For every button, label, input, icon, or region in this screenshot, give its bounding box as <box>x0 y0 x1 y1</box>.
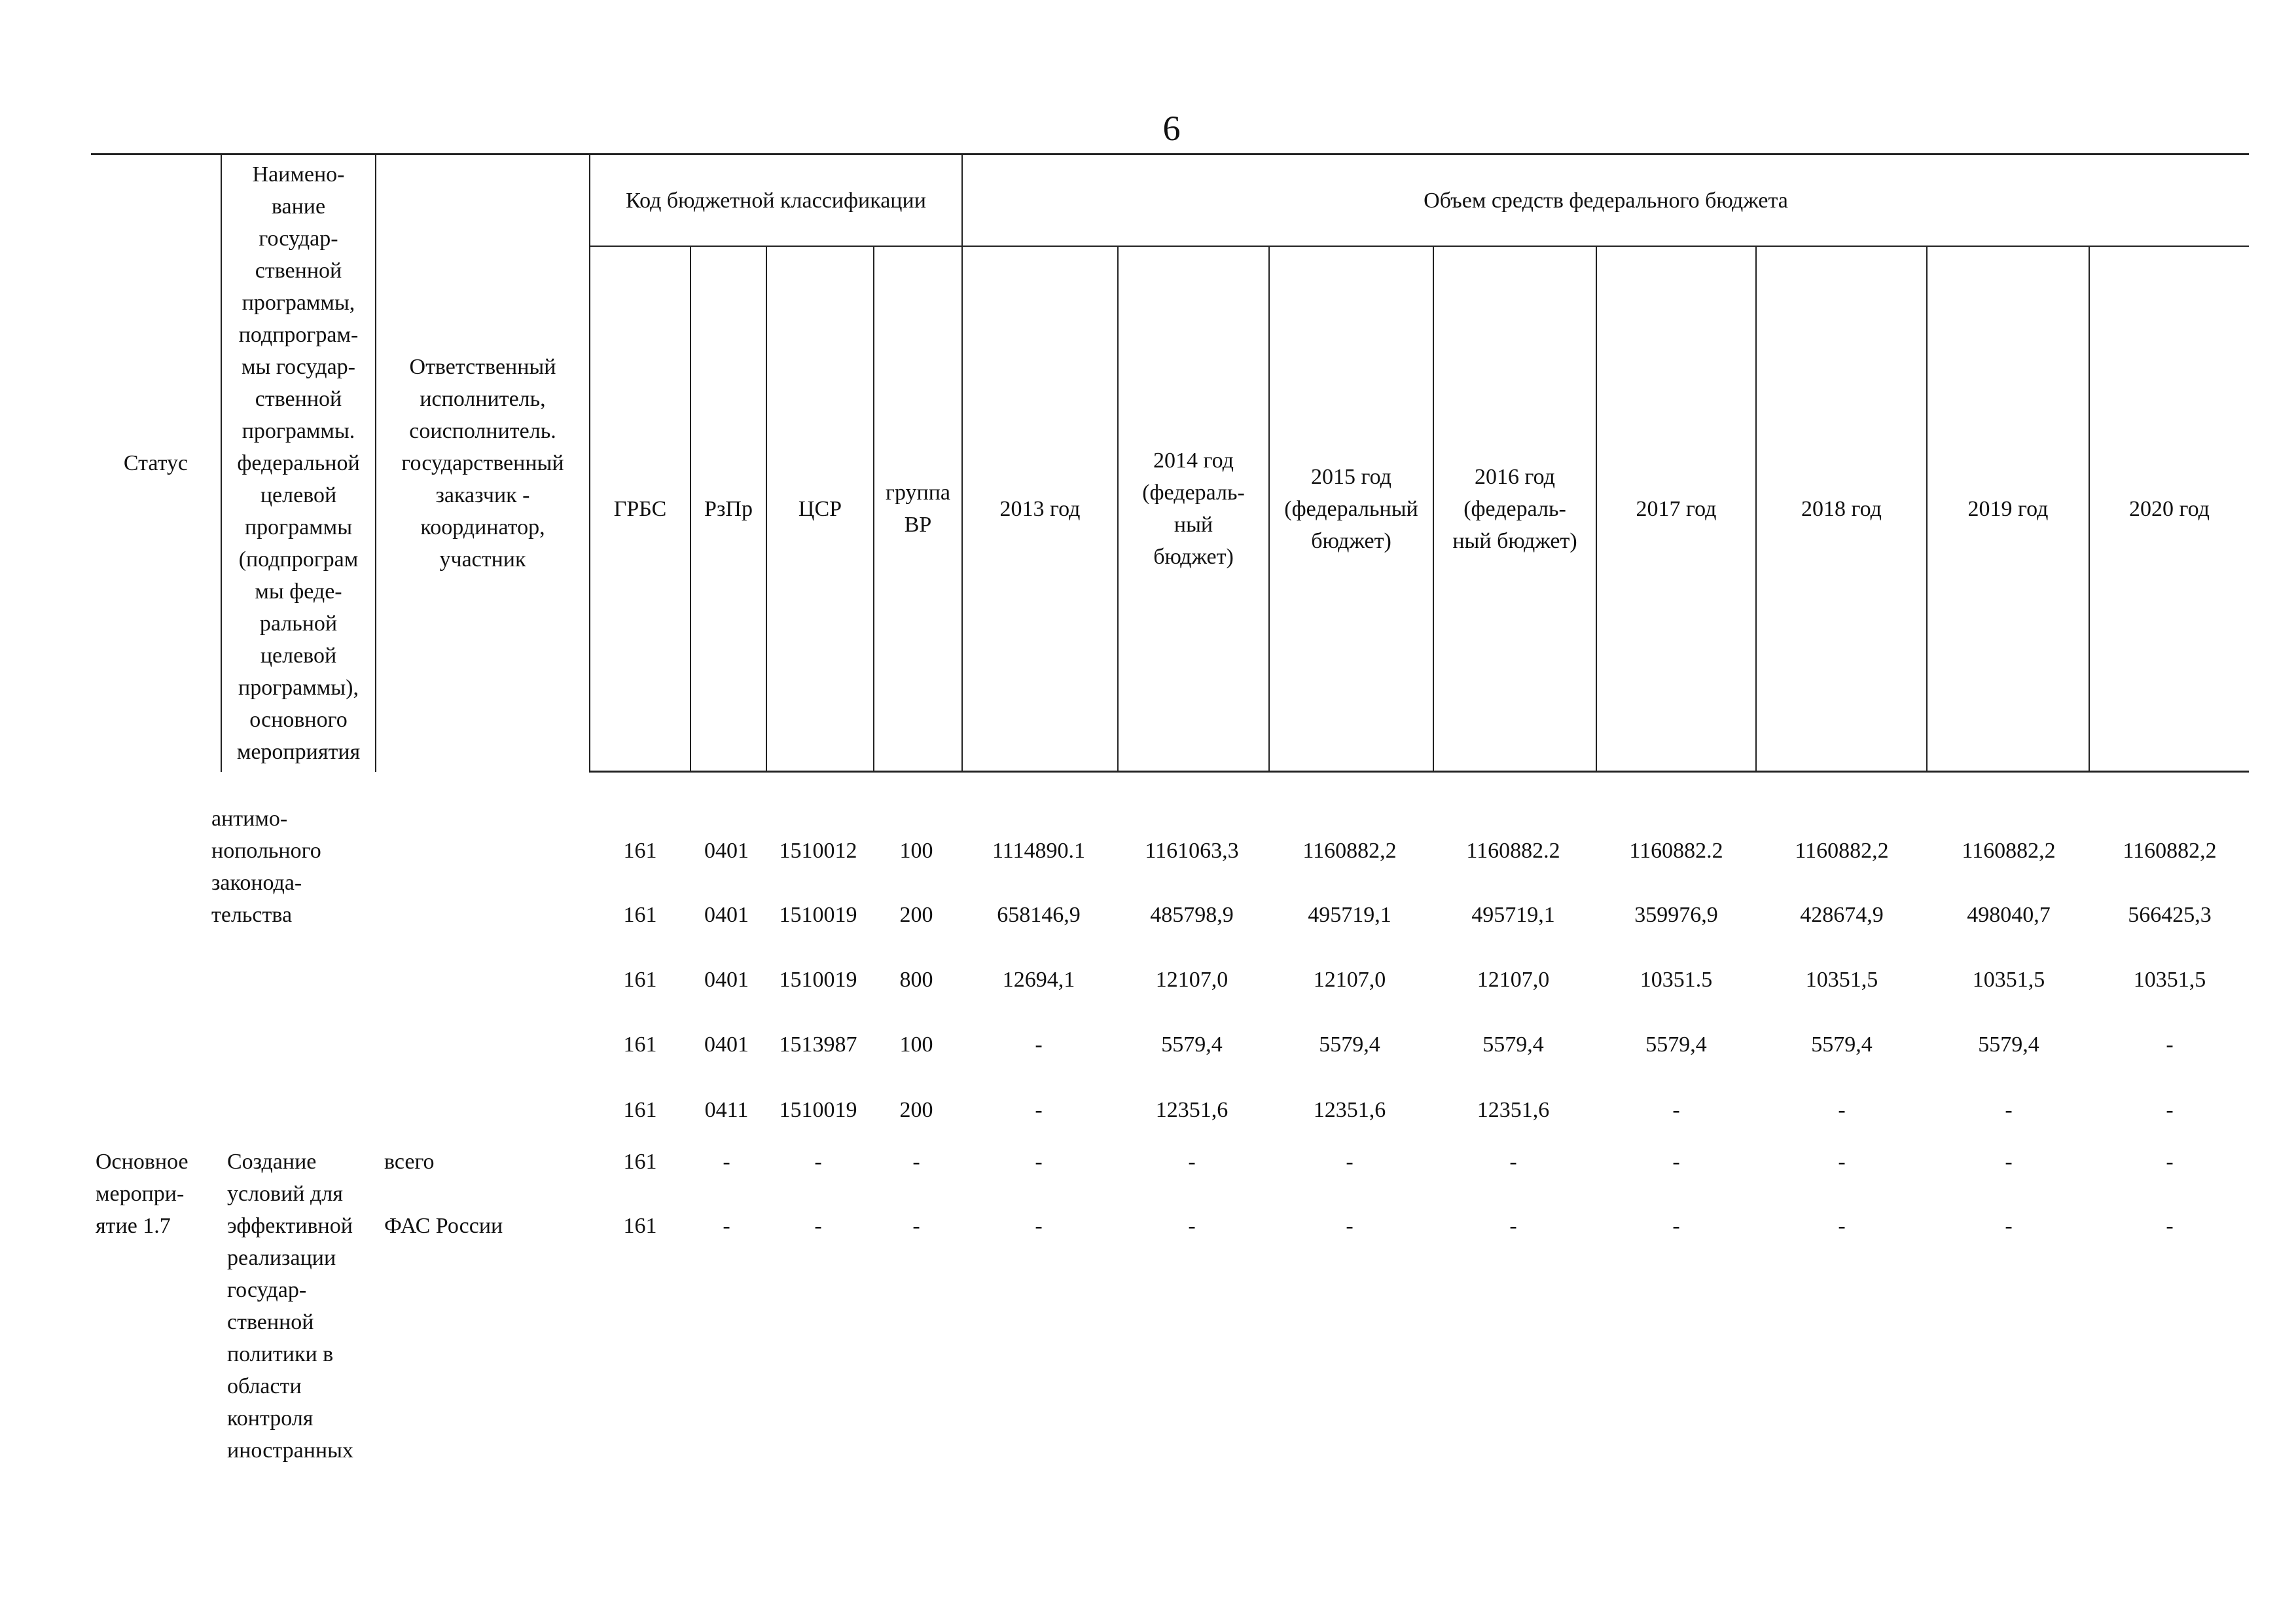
amount-cell-2019: 1160882,2 <box>1962 839 2056 863</box>
rzpr-cell: 0411 <box>704 1098 749 1122</box>
block2-status: Основное меропри- ятие 1.7 <box>96 1150 188 1238</box>
grbs-cell: 161 <box>623 968 657 992</box>
grbs-cell: 161 <box>623 1032 657 1057</box>
grbs-cell: 161 <box>623 1214 657 1238</box>
header-budget-code-group: Код бюджетной классификации <box>590 155 962 247</box>
amount-cell-2020: 10351,5 <box>2133 968 2206 992</box>
amount-cell-2015: 495719,1 <box>1308 903 1391 927</box>
header-grbs: ГРБС <box>590 246 691 772</box>
amount-cell-2013: 658146,9 <box>997 903 1081 927</box>
amount-cell-2019: - <box>2005 1150 2013 1174</box>
header-year-2020: 2020 год <box>2089 246 2249 772</box>
amount-cell-2018: - <box>1838 1098 1846 1122</box>
amount-cell-2020: - <box>2166 1098 2174 1122</box>
header-csr: ЦСР <box>766 246 874 772</box>
header-year-2016: 2016 год (федераль- ный бюджет) <box>1433 246 1596 772</box>
amount-cell-2020: - <box>2166 1214 2174 1238</box>
amount-cell-2020: 566425,3 <box>2128 903 2212 927</box>
responsible-cell: всего <box>384 1150 435 1174</box>
amount-cell-2017: 10351.5 <box>1640 968 1713 992</box>
amount-cell-2013: 12694,1 <box>1002 968 1075 992</box>
amount-cell-2014: 5579,4 <box>1161 1032 1223 1057</box>
amount-cell-2015: 12107,0 <box>1313 968 1386 992</box>
amount-cell-2015: - <box>1346 1214 1354 1238</box>
header-federal-volume-group: Объем средств федерального бюджета <box>962 155 2249 247</box>
header-rzpr: РзПр <box>691 246 766 772</box>
header-year-2017: 2017 год <box>1596 246 1756 772</box>
amount-cell-2017: 359976,9 <box>1634 903 1718 927</box>
header-year-2015: 2015 год (федеральный бюджет) <box>1269 246 1433 772</box>
amount-cell-2014: 12351,6 <box>1155 1098 1229 1122</box>
amount-cell-2013: - <box>1035 1150 1043 1174</box>
amount-cell-2017: - <box>1672 1214 1680 1238</box>
amount-cell-2016: 5579,4 <box>1482 1032 1544 1057</box>
grbs-cell: 161 <box>623 839 657 863</box>
amount-cell-2014: 12107,0 <box>1155 968 1229 992</box>
page-number: 6 <box>1162 109 1181 148</box>
table-header <box>91 153 2249 773</box>
rzpr-cell: - <box>723 1150 730 1174</box>
rzpr-cell: 0401 <box>704 968 749 992</box>
amount-cell-2017: 5579,4 <box>1645 1032 1707 1057</box>
amount-cell-2019: - <box>2005 1214 2013 1238</box>
amount-cell-2019: 498040,7 <box>1967 903 2051 927</box>
amount-cell-2016: 1160882.2 <box>1466 839 1560 863</box>
rzpr-cell: 0401 <box>704 903 749 927</box>
amount-cell-2015: - <box>1346 1150 1354 1174</box>
vr-cell: 100 <box>899 1032 933 1057</box>
amount-cell-2018: 1160882,2 <box>1795 839 1889 863</box>
vr-cell: 100 <box>899 839 933 863</box>
amount-cell-2020: - <box>2166 1032 2174 1057</box>
amount-cell-2013: - <box>1035 1214 1043 1238</box>
header-year-2013: 2013 год <box>962 246 1118 772</box>
amount-cell-2016: - <box>1509 1214 1517 1238</box>
amount-cell-2018: - <box>1838 1214 1846 1238</box>
amount-cell-2015: 5579,4 <box>1319 1032 1380 1057</box>
vr-cell: 200 <box>899 1098 933 1122</box>
amount-cell-2017: 1160882.2 <box>1629 839 1723 863</box>
vr-cell: 200 <box>899 903 933 927</box>
grbs-cell: 161 <box>623 1150 657 1174</box>
amount-cell-2017: - <box>1672 1150 1680 1174</box>
amount-cell-2015: 12351,6 <box>1313 1098 1386 1122</box>
rzpr-cell: - <box>723 1214 730 1238</box>
amount-cell-2016: 12107,0 <box>1477 968 1550 992</box>
amount-cell-2014: - <box>1188 1214 1196 1238</box>
csr-cell: - <box>814 1214 822 1238</box>
amount-cell-2013: 1114890.1 <box>992 839 1085 863</box>
amount-cell-2017: - <box>1672 1098 1680 1122</box>
block1-name: антимо- нопольного законода- тельства <box>211 807 321 927</box>
header-year-2019: 2019 год <box>1927 246 2089 772</box>
amount-cell-2019: 10351,5 <box>1972 968 2045 992</box>
amount-cell-2018: 10351,5 <box>1805 968 1878 992</box>
amount-cell-2018: 428674,9 <box>1800 903 1884 927</box>
header-year-2018: 2018 год <box>1756 246 1927 772</box>
csr-cell: 1510019 <box>779 1098 857 1122</box>
csr-cell: 1510019 <box>779 903 857 927</box>
amount-cell-2019: 5579,4 <box>1978 1032 2039 1057</box>
amount-cell-2016: - <box>1509 1150 1517 1174</box>
amount-cell-2014: 485798,9 <box>1150 903 1234 927</box>
vr-cell: - <box>912 1150 920 1174</box>
csr-cell: 1510019 <box>779 968 857 992</box>
block2-name: Создание условий для эффективной реализации государ- ственной политики в области контроля иностранных <box>227 1150 353 1463</box>
grbs-cell: 161 <box>623 903 657 927</box>
header-vr: группа ВР <box>874 246 962 772</box>
csr-cell: 1513987 <box>779 1032 857 1057</box>
amount-cell-2015: 1160882,2 <box>1302 839 1397 863</box>
amount-cell-2018: 5579,4 <box>1811 1032 1873 1057</box>
amount-cell-2016: 12351,6 <box>1477 1098 1550 1122</box>
amount-cell-2016: 495719,1 <box>1471 903 1555 927</box>
header-program-name: Наимено- вание государ- ственной программы, подпрограм- мы государ- ственной программы. федеральной целевой программы (подпрограм мы феде- ральной целевой программы), основного мероприятия <box>221 155 376 772</box>
rzpr-cell: 0401 <box>704 1032 749 1057</box>
header-year-2014: 2014 год (федераль- ный бюджет) <box>1118 246 1269 772</box>
amount-cell-2014: - <box>1188 1150 1196 1174</box>
csr-cell: 1510012 <box>779 839 857 863</box>
grbs-cell: 161 <box>623 1098 657 1122</box>
rzpr-cell: 0401 <box>704 839 749 863</box>
amount-cell-2018: - <box>1838 1150 1846 1174</box>
vr-cell: 800 <box>899 968 933 992</box>
responsible-cell: ФАС России <box>384 1214 503 1238</box>
header-responsible: Ответственный исполнитель, соисполнитель. государственный заказчик - координатор, участник <box>376 155 590 772</box>
amount-cell-2020: - <box>2166 1150 2174 1174</box>
amount-cell-2014: 1161063,3 <box>1145 839 1239 863</box>
amount-cell-2013: - <box>1035 1098 1043 1122</box>
amount-cell-2020: 1160882,2 <box>2123 839 2217 863</box>
header-status: Статус <box>91 155 221 772</box>
vr-cell: - <box>912 1214 920 1238</box>
amount-cell-2013: - <box>1035 1032 1043 1057</box>
amount-cell-2019: - <box>2005 1098 2013 1122</box>
csr-cell: - <box>814 1150 822 1174</box>
